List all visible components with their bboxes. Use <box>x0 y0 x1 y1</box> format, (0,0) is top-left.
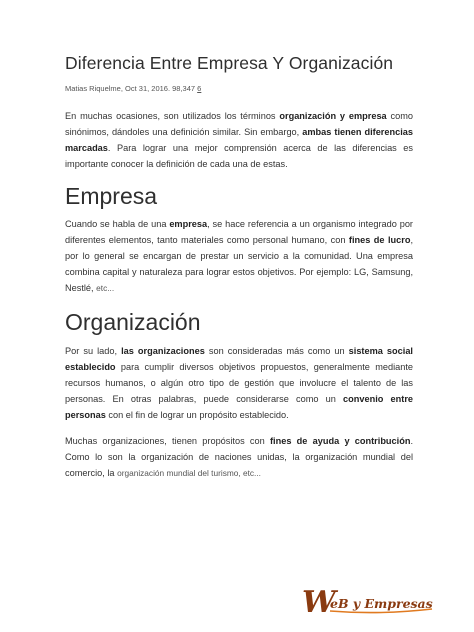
org2-text-1: Muchas organizaciones, tienen propósitos con <box>65 436 270 446</box>
organizacion-heading: Organización <box>65 309 201 335</box>
article-meta <box>65 84 413 94</box>
org2-tail: organización mundial del turismo, etc... <box>117 468 261 478</box>
empresa-paragraph <box>65 216 413 296</box>
web-y-empresas-logo <box>300 584 435 618</box>
logo-wordmark: eB y Empresas <box>330 596 433 611</box>
org1-text-2: son consideradas más como un <box>204 346 349 356</box>
intro-bold-1: organización y empresa <box>279 111 387 121</box>
empresa-text-1: Cuando se habla de una <box>65 219 170 229</box>
organizacion-paragraph-1 <box>65 343 413 423</box>
article <box>65 52 413 481</box>
org1-text-3: para cumplir diversos objetivos propuestos, generalmente mediante recursos humanos, o algún otro tipo de gestión que involucre el talento de las personas. En otras palabras, puede considerarse como un <box>65 362 413 404</box>
empresa-heading: Empresa <box>65 183 158 209</box>
author-date: Matias Riquelme, Oct 31, 2016. 98,347 <box>65 84 198 93</box>
org2-bold-1: fines de ayuda y contribución <box>269 436 411 446</box>
intro-text-3: . Para lograr una mejor comprensión acerca de las diferencias es importante conocer la definición de cada una de estas. <box>65 143 413 169</box>
org1-bold-3: convenio entre personas <box>65 394 413 420</box>
intro-text-1: En muchas ocasiones, son utilizados los términos <box>65 111 280 121</box>
org1-bold-1: las organizaciones <box>121 346 205 356</box>
org1-text-1: Por su lado, <box>65 346 122 356</box>
empresa-text-2: , se hace referencia a un organismo integrado por diferentes elementos, tanto materiales como personal humano, con <box>65 219 413 245</box>
empresa-text-3: , por lo general se encargan de prestar un servicio a la comunidad. Una empresa combina capital y naturaleza para lograr estos objetivos. Por ejemplo: LG, Samsung, Nestlé, <box>65 235 413 293</box>
org1-bold-2: sistema social establecido <box>65 346 413 372</box>
empresa-bold-2: fines de lucro <box>348 235 411 245</box>
empresa-etc: etc... <box>96 283 115 293</box>
org1-text-4: con el fin de lograr un propósito establecido. <box>105 410 289 420</box>
intro-paragraph <box>65 108 413 172</box>
org2-text-2: . Como lo son la organización de naciones unidas, la organización mundial del comercio, la <box>65 436 413 478</box>
logo-initial: W <box>302 585 336 618</box>
intro-bold-2: ambas tienen diferencias marcadas <box>65 127 413 153</box>
view-count-link[interactable]: 6 <box>197 84 202 93</box>
empresa-bold-1: empresa <box>169 219 208 229</box>
article-title: Diferencia Entre Empresa Y Organización <box>65 53 394 73</box>
intro-text-2: como sinónimos, dándoles una definición similar. Sin embargo, <box>65 111 413 137</box>
organizacion-paragraph-2 <box>65 433 413 481</box>
